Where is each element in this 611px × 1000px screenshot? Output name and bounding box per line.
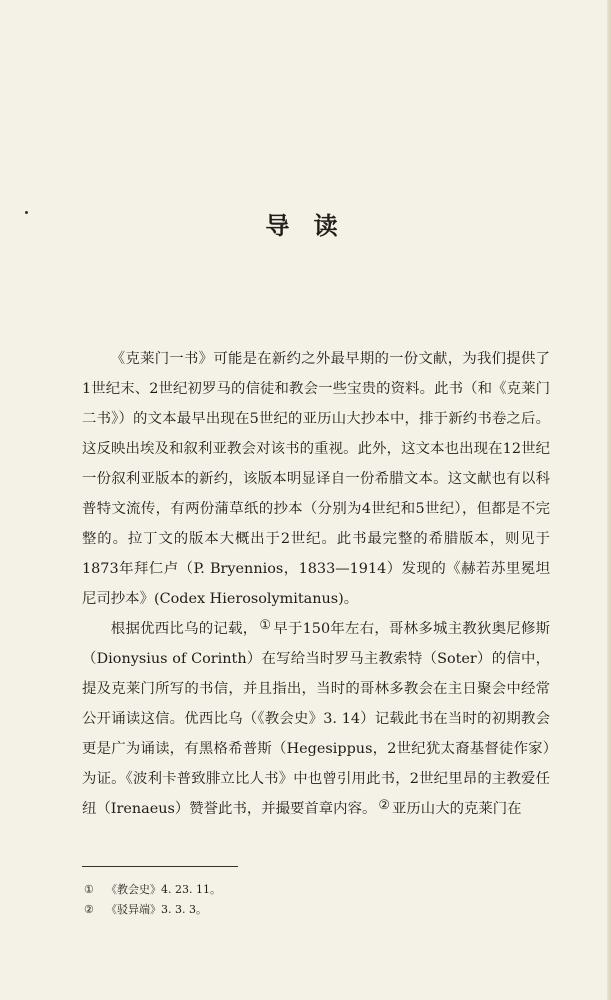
footnote-1	[84, 880, 544, 900]
footnote-text-2: 《驳异端》3. 3. 3。	[106, 903, 207, 916]
paragraph-1	[82, 344, 550, 614]
body-text	[82, 344, 550, 824]
paragraph-2-text-start: 根据优西比乌的记载，	[110, 621, 258, 637]
footnote-mark-2: ②	[84, 903, 94, 916]
footnote-2	[84, 900, 544, 920]
footnote-ref-1[interactable]: ①	[259, 618, 272, 633]
page-edge	[607, 0, 611, 1000]
paragraph-2-text-end: 亚历山大的克莱门在	[392, 801, 522, 817]
footnote-mark-1: ①	[84, 883, 94, 896]
paragraph-2-text-middle: 早于150年左右，哥林多城主教狄奥尼修斯（Dionysius of Corinth）在写给当时罗马主教索特（Soter）的信中，提及克莱门所写的书信，并且指出，当时的哥林多教会在主日聚会中经常公开诵读这信。优西比乌（《教会史》3. 14）记载此书在当时的初期教会更是广为诵读，有黑格希普斯（Hegesippus，2世纪犹太裔基督徒作家）为证。《波利卡普致腓立比人书》中也曾引用此书，2世纪里昂的主教爱任纽（Irenaeus）赞誉此书，并撮要首章内容。	[82, 621, 551, 817]
paragraph-2	[82, 614, 550, 824]
footnote-text-1: 《教会史》4. 23. 11。	[106, 883, 221, 896]
paragraph-1-text: 《克莱门一书》可能是在新约之外最早期的一份文献，为我们提供了1世纪末、2世纪初罗马的信徒和教会一些宝贵的资料。此书（和《克莱门二书》）的文本最早出现在5世纪的亚历山大抄本中，排于新约书卷之后。这反映出埃及和叙利亚教会对该书的重视。此外，这文本也出现在12世纪一份叙利亚版本的新约，该版本明显译自一份希腊文本。这文献也有以科普特文流传，有两份蒲草纸的抄本（分别为4世纪和5世纪），但都是不完整的。拉丁文的版本大概出于2世纪。此书最完整的希腊版本，则见于1873年拜仁卢（P. Bryennios，1833—1914）发现的《赫若苏里冕坦尼司抄本》(Codex Hierosolymitanus)。	[82, 351, 550, 607]
footnote-ref-2[interactable]: ②	[378, 798, 391, 813]
footnotes	[84, 880, 544, 920]
page-title: 导 读	[265, 211, 346, 240]
footnote-divider	[82, 866, 238, 867]
